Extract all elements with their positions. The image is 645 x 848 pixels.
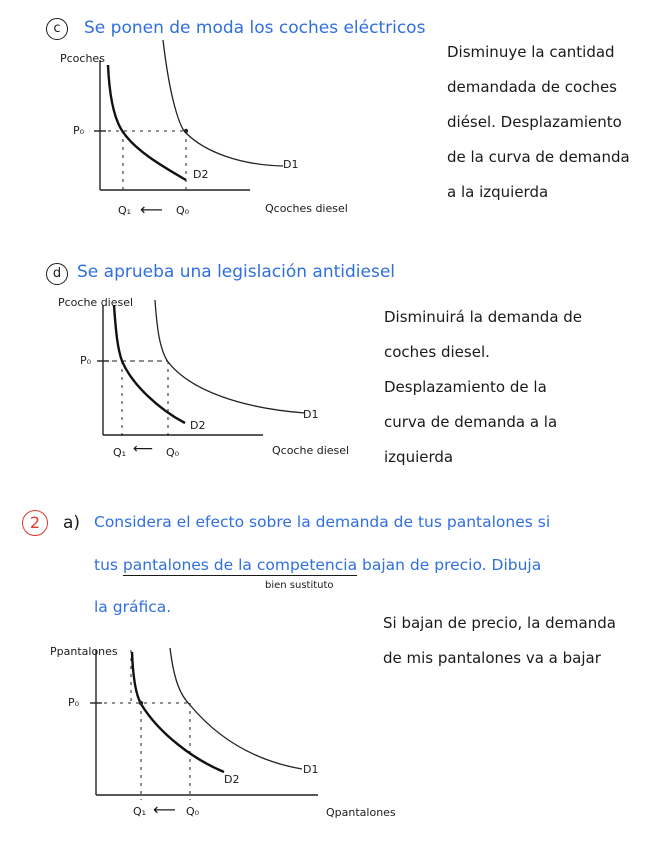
- section-d-q1-label: Q₁: [113, 446, 127, 459]
- section-d-d1-label: D1: [303, 408, 319, 421]
- exercise-2-d1-label: D1: [303, 763, 319, 776]
- section-c-d2-label: D2: [193, 168, 209, 181]
- section-c-price-label: P₀: [73, 124, 85, 137]
- section-d-letter: d: [52, 266, 62, 281]
- exercise-2-y-label: Ppantalones: [50, 645, 118, 658]
- section-c-note-line: a la izquierda: [447, 183, 549, 201]
- section-c-note-line: de la curva de demanda: [447, 148, 630, 166]
- exercise-2-note-line: Si bajan de precio, la demanda: [383, 614, 616, 632]
- section-c-q1-label: Q₁: [118, 204, 132, 217]
- exercise-2-part: a): [63, 513, 81, 533]
- section-d-note-line: Disminuirá la demanda de: [384, 308, 583, 326]
- section-d-d2-label: D2: [190, 419, 206, 432]
- section-d-price-label: P₀: [80, 354, 92, 367]
- section-d-x-label: Qcoche diesel: [272, 444, 350, 457]
- section-c-note-line: diésel. Desplazamiento: [447, 113, 622, 131]
- exercise-2-underline-note: bien sustituto: [265, 580, 334, 591]
- exercise-2-x-label: Qpantalones: [326, 806, 396, 819]
- exercise-2-equilibrium-point: [139, 701, 143, 705]
- section-d-q0-label: Q₀: [166, 446, 180, 459]
- section-d-note-line: curva de demanda a la: [384, 413, 558, 431]
- section-d-y-label: Pcoche diesel: [58, 296, 134, 309]
- exercise-2-note-line: de mis pantalones va a bajar: [383, 649, 601, 667]
- exercise-2-arrow: ⟵: [153, 800, 176, 819]
- exercise-2-d1-curve: [170, 648, 302, 769]
- exercise-2-d2-curve: [132, 652, 224, 772]
- exercise-2-question-line-2-post: bajan de precio. Dibuja: [362, 556, 542, 574]
- section-c-arrow: ⟵: [140, 200, 163, 219]
- section-d-note-line: Desplazamiento de la: [384, 378, 547, 396]
- exercise-2-question-line-1: Considera el efecto sobre la demanda de tus pantalones si: [94, 513, 551, 531]
- exercise-2-notes: [383, 606, 616, 676]
- section-d-note-line: coches diesel.: [384, 343, 490, 361]
- section-c-title: Se ponen de moda los coches eléctricos: [84, 18, 426, 38]
- section-c-note-line: demandada de coches: [447, 78, 617, 96]
- exercise-2-question-line-2-pre: tus: [94, 556, 118, 574]
- section-c-y-label: Pcoches: [60, 52, 105, 65]
- exercise-2-price-label: P₀: [68, 696, 80, 709]
- section-d-title: Se aprueba una legislación antidiesel: [77, 262, 396, 282]
- exercise-2-number: 2: [29, 513, 41, 532]
- section-d-arrow: ⟵: [133, 441, 154, 457]
- exercise-2-question-line-3: la gráfica.: [94, 598, 172, 616]
- section-c-note-line: Disminuye la cantidad: [447, 43, 615, 61]
- section-d-note-line: izquierda: [384, 448, 454, 466]
- section-c-letter: c: [53, 21, 61, 36]
- section-c-q0-label: Q₀: [176, 204, 190, 217]
- exercise-2-underlined-phrase: pantalones de la competencia: [122, 556, 358, 574]
- section-c-x-label: Qcoches diesel: [265, 202, 348, 215]
- exercise-2-q0-label: Q₀: [186, 805, 200, 818]
- exercise-2-q1-label: Q₁: [133, 805, 147, 818]
- section-c-d1-label: D1: [283, 158, 299, 171]
- exercise-2-d2-label: D2: [224, 773, 240, 786]
